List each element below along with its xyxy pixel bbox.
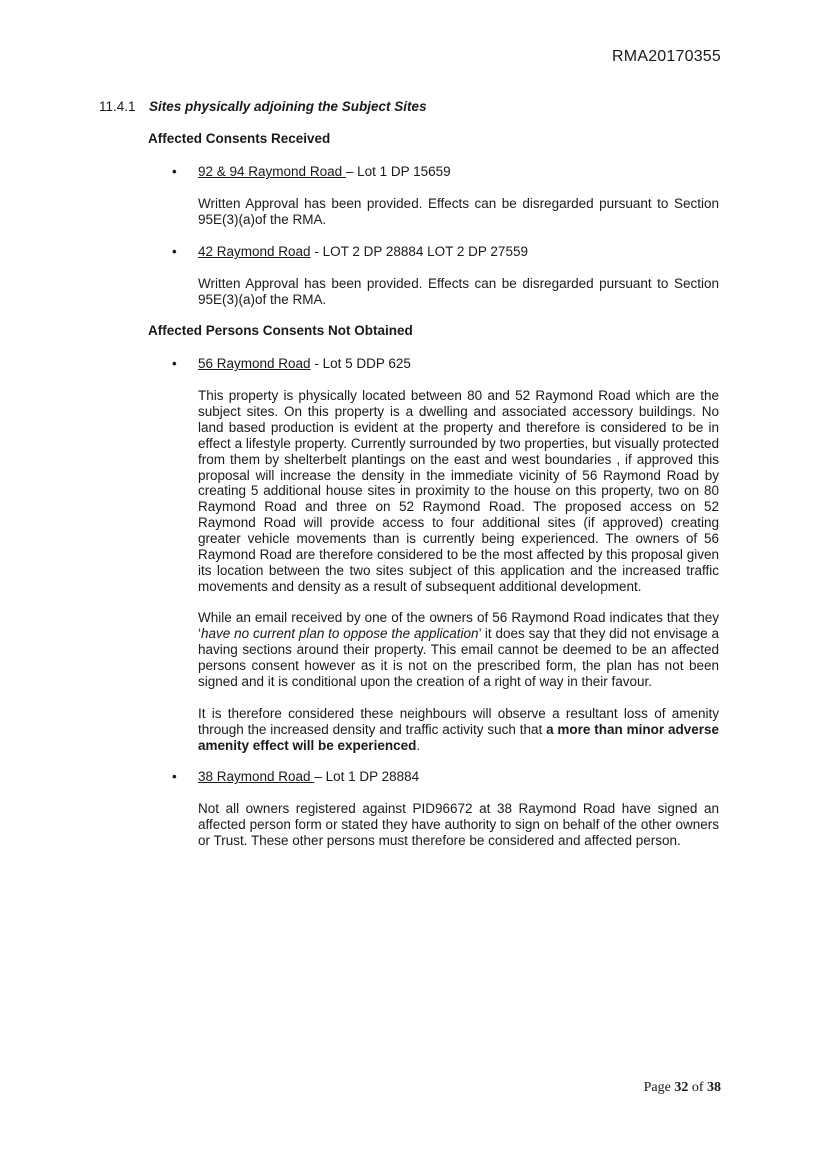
text-run: . [416, 737, 421, 753]
received-heading: Affected Consents Received [148, 131, 331, 146]
reference-number: RMA20170355 [612, 48, 721, 65]
total-pages: 38 [707, 1080, 721, 1095]
bullet-icon: • [172, 164, 177, 179]
page-number [644, 1080, 721, 1096]
emphasis-text: a more than minor adverse amenity effect will be experienced [198, 721, 720, 753]
section-number: 11.4.1 [99, 99, 136, 114]
property-legal: - LOT 2 DP 28884 LOT 2 DP 27559 [310, 244, 528, 259]
not-obtained-heading: Affected Persons Consents Not Obtained [148, 323, 413, 338]
paragraph: Not all owners registered against PID96672 at 38 Raymond Road have signed an affected person form or stated they have authority to sign on behalf of the other owners or Trust. These other persons must therefore be considered and affected person. [198, 801, 719, 848]
text-run: While an email received by one of the owners of 56 Raymond Road indicates that they ‘ [198, 610, 719, 641]
property-item [198, 244, 528, 259]
bullet-icon: • [172, 769, 177, 784]
bullet-icon: • [172, 356, 177, 371]
of-label: of [688, 1080, 707, 1095]
property-legal: - Lot 5 DDP 625 [310, 356, 411, 371]
paragraph [198, 706, 719, 754]
page-label: Page [643, 1080, 675, 1095]
property-address: 38 Raymond Road [198, 769, 315, 784]
quoted-text: have no current plan to oppose the application [201, 625, 479, 641]
paragraph: Written Approval has been provided. Effects can be disregarded pursuant to Section 95E(3)(a)of the RMA. [198, 276, 719, 307]
property-item [198, 164, 451, 179]
text-run: It is therefore considered these neighbours will observe a resultant loss of amenity through the increased density and traffic activity such that [198, 706, 719, 737]
paragraph [198, 610, 719, 690]
property-address: 56 Raymond Road [198, 356, 311, 371]
property-address: 92 & 94 Raymond Road [198, 164, 346, 179]
property-address: 42 Raymond Road [198, 244, 311, 259]
property-item [198, 356, 411, 371]
paragraph: Written Approval has been provided. Effects can be disregarded pursuant to Section 95E(3)(a)of the RMA. [198, 196, 719, 227]
property-legal: – Lot 1 DP 15659 [345, 164, 451, 179]
section-title: Sites physically adjoining the Subject Sites [149, 99, 427, 114]
section-heading [99, 99, 427, 114]
property-legal: – Lot 1 DP 28884 [314, 769, 420, 784]
paragraph: This property is physically located between 80 and 52 Raymond Road which are the subject sites. On this property is a dwelling and associated accessory buildings. No land based production is evident at the property and therefore is considered to be in effect a lifestyle property. Currently surrounded by two properties, but visually protected from them by shelterbelt plantings on the east and west boundaries , if approved this proposal will increase the density in the immediate vicinity of 56 Raymond Road by creating 5 additional house sites in proximity to the house on this property, two on 80 Raymond Road and three on 52 Raymond Road. The proposed access on 52 Raymond Road will provide access to four additional sites (if approved) creating greater vehicle movements than is currently being experienced. The owners of 56 Raymond Road are therefore considered to be the most affected by this proposal given its location between the two sites subject of this application and the increased traffic movements and density as a result of subsequent additional development. [198, 388, 719, 594]
current-page: 32 [674, 1080, 689, 1095]
text-run: ’ it does say that they did not envisage a having sections around their property. This email cannot be deemed to be an affected persons consent however as it is not on the prescribed form, the plan has not been signed and it is conditional upon the creation of a right of way in their favour. [198, 625, 719, 689]
property-item [198, 769, 419, 784]
bullet-icon: • [172, 244, 177, 259]
